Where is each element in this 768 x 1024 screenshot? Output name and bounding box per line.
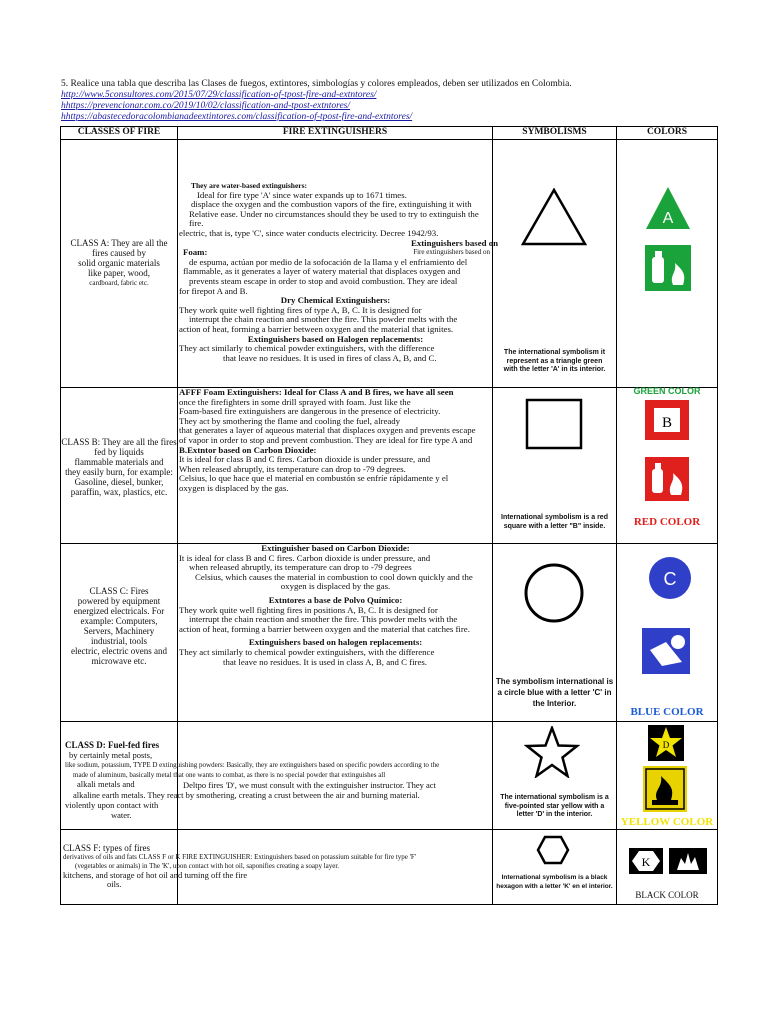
header-row (61, 127, 718, 140)
header-classes: CLASSES OF FIRE (61, 127, 178, 140)
black-hexagon-k-icon (629, 848, 663, 874)
table-row (61, 140, 718, 388)
blue-circle-c-icon (648, 556, 692, 600)
source-link-3[interactable]: hhttps://abastecedoracolombianadeextintores.com/classification-of-tpost-fire-and-extntores/ (61, 112, 413, 122)
extinguisher-cell (178, 544, 493, 722)
hexagon-icon (536, 835, 570, 865)
electric-fire-icon (642, 628, 690, 674)
extinguisher-fire-icon (645, 245, 691, 291)
extinguisher-fire-icon (645, 457, 689, 501)
class-f-text: CLASS F: types of fires derivatives of oils and fats CLASS F or K FIRE EXTINGUISHER: Extinguishers based on potassium suitable for fire type 'F' (vegetables or animals) in The 'K', upon contact with hot oil, saponifies creating a soapy layer. kitchens, and storage of hot oil and turning off the fire oils. (63, 843, 417, 889)
table-row (61, 544, 718, 722)
green-triangle-a-icon (645, 185, 691, 230)
symbolism-cell: The international symbolism it represent as a triangle green with the letter 'A' in its interior. (493, 140, 617, 388)
circle-icon (523, 562, 585, 624)
class-a-extinguishers: They are water-based extinguishers: Ideal for fire type 'A' since water expands up to 1671 times. displace the oxygen and the combustion vapors of the fire, extinguishing it with Relative ease. Under no circumstances should they be used to try to extinguish the fire. electric, that is, type 'C', since water conducts electricity. Decree 1942/93. Extinguishers based on Foam: Fire extinguishers based on de espuma, actúan por medio de la sofocación de la llama y el enfriamiento del flammable, as it generates a layer of watery material that displaces oxygen and prevents steam escape in order to stop and avoid combustion. They are ideal for firepot A and B. Dry Chemical Extinguishers: They work quite well fighting fires of type A, B, C. It is designed for interrupt the chain reaction and smother the fire. This powder melts with the action of heat, forming a barrier between oxygen and the material that ignites. Extinguishers based on Halogen replacements: They act similarly to chemical powder extinguishers, with the difference that leave no residues. It is used in fires of class A, B, and C. (179, 181, 498, 363)
symbolism-cell: The international symbolism is a five-pointed star yellow with a letter 'D' in the interior. (493, 722, 617, 830)
class-cell (61, 140, 178, 388)
class-b-extinguishers: AFFF Foam Extinguishers: Ideal for Class A and B fires, we have all seen once the firefighters in some drill sprayed with foam. Just like the Foam-based fire extinguishers are dangerous in the presence of electricity. They act by smothering the flame and cooling the fuel, already that generates a layer of aqueous material that displaces oxygen and prevents escape of vapor in order to stop and prevent combustion. They are ideal for fire type A and B.Extntor based on Carbon Dioxide: It is ideal for class B and C fires. Carbon dioxide is under pressure, and When released abruptly, its temperature can drop to -79 degrees. Celsius, lo que hace que el material en combustón se enfríe rápidamente y el oxygen is displaced by the gas. (179, 387, 476, 493)
color-cell: C BLUE COLOR (617, 544, 718, 722)
class-d-text: CLASS D: Fuel-fed fires by certainly metal posts, like sodium, potassium, TYPE D extinguishing powders: Basically, they are extinguishers based on specific powders according to the made of aluminum, basically metal that one wants to combat, as there is no special powder that extinguishes all alkali metals and Deltpo fires 'D', we must consult with the extinguisher instructor. They act alkaline earth metals. They react by smothering, creating a crust between the air and burning material. violently upon contact with water. (65, 740, 440, 820)
oil-fire-icon (669, 848, 707, 874)
table-row (61, 722, 718, 830)
class-c-extinguishers: Extinguisher based on Carbon Dioxide: It is ideal for class B and C fires. Carbon dioxide is under pressure, and when released abruptly, its temperature can drop to -79 degrees Celsius, which causes the material in combustion to cool down quickly and the oxygen is displaced by the gas. Extntores a base de Polvo Químico: They work quite well fighting fires in positions A, B, C. It is designed for interrupt the chain reaction and smother the fire. This powder melts with the action of heat, forming a barrier between oxygen and the material that catches fire. Extinguishers based on halogen replacements: They act similarly to chemical powder extinguishers, with the difference that leave no residues. It is used in class A, B, and C fires. (179, 543, 473, 667)
star-icon (524, 726, 580, 778)
symbolism-cell: International symbolism is a black hexagon with a letter 'K' en el interior. (493, 830, 617, 905)
symbolism-cell: International symbolism is a red square with a letter "B" inside. (493, 388, 617, 544)
header-colors: COLORS (617, 127, 718, 140)
class-c-text: CLASS C: Fires powered by equipment energized electricals. For example: Computers, Servers, Machinery industrial, tools electric, electric ovens and microwave etc. (71, 586, 167, 666)
source-link-2[interactable]: hhttps://prevencionar.com.co/2019/10/02/classification-and-tpost-extntores/ (61, 101, 351, 111)
class-d-cell (61, 722, 493, 830)
color-cell: D YELLOW COLOR (617, 722, 718, 830)
extinguisher-cell (178, 140, 498, 388)
yellow-star-d-icon (648, 725, 684, 761)
class-f-cell (61, 830, 493, 905)
header-symbolisms: SYMBOLISMS (493, 127, 617, 140)
question-text: 5. Realice una tabla que describa las Clases de fuegos, extintores, simbologías y colores empleados, deben ser utilizados en Colombia. (61, 79, 572, 89)
svg-text:D: D (662, 740, 670, 750)
extinguisher-cell (178, 388, 493, 544)
color-cell: B RED COLOR (617, 388, 718, 544)
color-cell: A GREEN COLOR (617, 140, 718, 388)
symbolism-cell: The symbolism international is a circle blue with a letter 'C' in the Interior. (493, 544, 617, 722)
intro-block (61, 79, 572, 123)
header-extinguishers: FIRE EXTINGUISHERS (178, 127, 493, 140)
svg-text:A: A (662, 210, 674, 227)
class-cell (61, 544, 178, 722)
table-row (61, 830, 718, 905)
class-a-text: CLASS A: They are all the fires caused by solid organic materials like paper, wood, cardboard, fabric etc. (70, 238, 168, 287)
fire-classes-table (60, 126, 718, 905)
table-row (61, 388, 718, 544)
metal-fire-icon (643, 766, 687, 812)
triangle-icon (521, 188, 587, 246)
class-b-text: CLASS B: They are all the fires fed by liquids flammable materials and they easily burn, for example: Gasoline, diesel, bunker, paraffin, wax, plastics, etc. (61, 437, 177, 497)
square-icon (525, 398, 583, 450)
color-cell: K BLACK COLOR (617, 830, 718, 905)
class-cell (61, 388, 178, 544)
svg-text:K: K (641, 855, 651, 869)
source-link-1[interactable]: http://www.5consultores.com/2015/07/29/classification-of-tpost-fire-and-extntores/ (61, 90, 377, 100)
red-square-b-icon (645, 400, 689, 440)
svg-text:C: C (663, 569, 677, 589)
svg-text:B: B (661, 415, 673, 431)
